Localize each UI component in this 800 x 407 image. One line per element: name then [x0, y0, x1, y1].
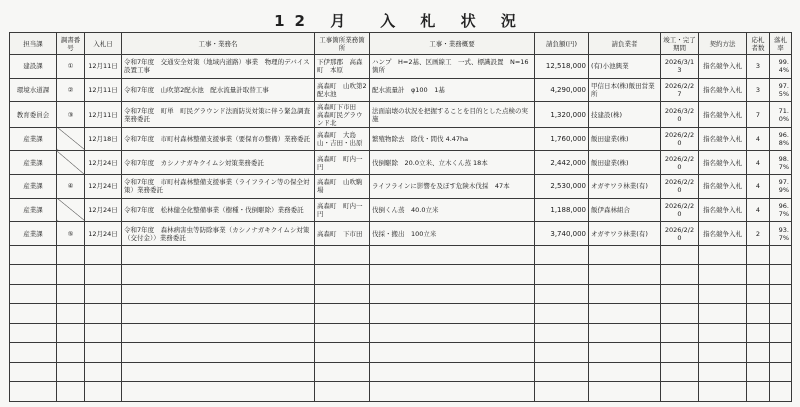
cell-contractor: オガサワラ林業(有): [589, 222, 661, 246]
cell-location: 高森町 山吹駒場: [315, 175, 370, 199]
cell-date: 12月24日: [85, 175, 122, 199]
cell-contractor: オガサワラ林業(有): [589, 175, 661, 199]
cell-summary: ライフラインに影響を及ぼす危険木伐採 47本: [370, 175, 535, 199]
cell-rate: 96.8%: [770, 127, 792, 151]
cell-amount: 1,760,000: [535, 127, 589, 151]
cell-contractor: 飯伊森林組合: [589, 198, 661, 222]
cell-amount: 3,740,000: [535, 222, 589, 246]
cell-bidders: 7: [747, 102, 770, 128]
cell-location: 高森町 下市田: [315, 222, 370, 246]
cell-summary: ハンプ H=2基、区画線工 一式、標識設置 N=16箇所: [370, 55, 535, 79]
table-row: [10, 198, 792, 222]
cell-contractor: 技建設(株): [589, 102, 661, 128]
cell-no: ④: [57, 175, 85, 199]
empty-row: [10, 245, 792, 265]
cell-no: ⑤: [57, 222, 85, 246]
cell-location: 下伊那郡 高森町 本原: [315, 55, 370, 79]
cell-method: 指名競争入札: [699, 175, 747, 199]
cell-method: 指名競争入札: [699, 127, 747, 151]
cell-period: 2026/2/20: [661, 127, 699, 151]
cell-summary: 伐倒くん蒸 40.0立米: [370, 198, 535, 222]
cell-date: 12月11日: [85, 55, 122, 79]
empty-row: [10, 323, 792, 343]
empty-row: [10, 343, 792, 363]
cell-period: 2026/2/20: [661, 151, 699, 175]
header-amount: 請負額(円): [535, 33, 589, 55]
cell-dept: 教育委員会: [10, 102, 57, 128]
cell-dept: 環境水道課: [10, 78, 57, 102]
cell-bidders: 3: [747, 78, 770, 102]
table-row: [10, 151, 792, 175]
cell-method: 指名競争入札: [699, 222, 747, 246]
empty-row: [10, 382, 792, 402]
cell-no: ①: [57, 55, 85, 79]
empty-row: [10, 362, 792, 382]
cell-method: 指名競争入札: [699, 198, 747, 222]
table-row: [10, 222, 792, 246]
cell-dept: 産業課: [10, 151, 57, 175]
table-row: [10, 127, 792, 151]
table-row: [10, 175, 792, 199]
cell-method: 指名競争入札: [699, 102, 747, 128]
cell-amount: 2,530,000: [535, 175, 589, 199]
cell-name: 令和7年度 山吹第2配水池 配水流量計取替工事: [122, 78, 315, 102]
cell-bidders: 4: [747, 198, 770, 222]
cell-amount: 12,518,000: [535, 55, 589, 79]
cell-dept: 産業課: [10, 222, 57, 246]
header-location: 工事箇所業務箇所: [315, 33, 370, 55]
cell-name: 令和7年度 市町村森林整備支援事業（ライフライン等の保全対策）業務委託: [122, 175, 315, 199]
cell-name: 令和7年度 カシノナガキクイムシ対策業務委託: [122, 151, 315, 175]
cell-no: [57, 127, 85, 151]
cell-name: 令和7年度 松林健全化整備事業（樹種・伐倒駆除）業務委託: [122, 198, 315, 222]
cell-amount: 1,320,000: [535, 102, 589, 128]
cell-name: 令和7年度 森林病害虫等防除事業（カシノナガキクイムシ対策（交付金））業務委託: [122, 222, 315, 246]
cell-period: 2026/2/20: [661, 222, 699, 246]
cell-location: 高森町 町内一円: [315, 151, 370, 175]
cell-bidders: 3: [747, 55, 770, 79]
table-row: [10, 102, 792, 128]
cell-contractor: (有)小池興業: [589, 55, 661, 79]
header-dept: 担当課: [10, 33, 57, 55]
cell-name: 令和7年度 市町村森林整備支援事業（要保育の整備）業務委託: [122, 127, 315, 151]
cell-rate: 97.5%: [770, 78, 792, 102]
cell-contractor: 甲信日本(株)飯田営業所: [589, 78, 661, 102]
bid-status-table: [9, 32, 792, 402]
cell-period: 2026/3/13: [661, 55, 699, 79]
empty-row: [10, 304, 792, 324]
cell-dept: 建設課: [10, 55, 57, 79]
cell-rate: 98.7%: [770, 151, 792, 175]
header-method: 契約方法: [699, 33, 747, 55]
empty-row: [10, 265, 792, 285]
cell-amount: 2,442,000: [535, 151, 589, 175]
cell-method: 指名競争入札: [699, 55, 747, 79]
cell-rate: 96.7%: [770, 198, 792, 222]
cell-period: 2026/2/20: [661, 198, 699, 222]
cell-name: 令和7年度 交通安全対策（地域内道路）事業 物理的デバイス設置工事: [122, 55, 315, 79]
cell-period: 2026/2/27: [661, 78, 699, 102]
header-row: [10, 33, 792, 55]
cell-method: 指名競争入札: [699, 78, 747, 102]
cell-date: 12月18日: [85, 127, 122, 151]
header-summary: 工事・業務概要: [370, 33, 535, 55]
cell-amount: 1,188,000: [535, 198, 589, 222]
cell-contractor: 飯田建業(株): [589, 127, 661, 151]
cell-rate: 93.7%: [770, 222, 792, 246]
cell-dept: 産業課: [10, 198, 57, 222]
cell-no: [57, 151, 85, 175]
cell-summary: 繁殖物除去 除伐・間伐 4.47ha: [370, 127, 535, 151]
cell-date: 12月24日: [85, 198, 122, 222]
cell-location: 高森町 山吹第2配水池: [315, 78, 370, 102]
cell-summary: 法面崩壊の状況を把握することを目的とした点検の実施: [370, 102, 535, 128]
cell-bidders: 4: [747, 127, 770, 151]
cell-no: ③: [57, 102, 85, 128]
cell-bidders: 4: [747, 151, 770, 175]
cell-dept: 産業課: [10, 127, 57, 151]
table-row: [10, 78, 792, 102]
cell-bidders: 2: [747, 222, 770, 246]
header-contractor: 請負業者: [589, 33, 661, 55]
cell-rate: 97.9%: [770, 175, 792, 199]
cell-date: 12月24日: [85, 151, 122, 175]
header-name: 工事・業務名: [122, 33, 315, 55]
cell-location: 高森町 大島山・吉田・出原: [315, 127, 370, 151]
cell-contractor: 飯田建業(株): [589, 151, 661, 175]
cell-name: 令和7年度 町単 町民グラウンド法面防災対策に伴う緊急調査業務委託: [122, 102, 315, 128]
cell-no: ②: [57, 78, 85, 102]
header-rate: 落札率: [770, 33, 792, 55]
cell-location: 高森町 町内一円: [315, 198, 370, 222]
cell-period: 2026/2/20: [661, 175, 699, 199]
cell-summary: 配水流量計 φ100 1基: [370, 78, 535, 102]
cell-no: [57, 198, 85, 222]
cell-location: 高森町下市田 高森町民グラウンド北: [315, 102, 370, 128]
cell-method: 指名競争入札: [699, 151, 747, 175]
header-period: 竣工・完了期間: [661, 33, 699, 55]
cell-bidders: 4: [747, 175, 770, 199]
cell-summary: 伐倒駆除 20.0立米、立木くん蒸 18本: [370, 151, 535, 175]
header-date: 入札日: [85, 33, 122, 55]
cell-rate: 71.0%: [770, 102, 792, 128]
cell-rate: 99.4%: [770, 55, 792, 79]
cell-date: 12月11日: [85, 102, 122, 128]
cell-dept: 産業課: [10, 175, 57, 199]
cell-date: 12月24日: [85, 222, 122, 246]
header-bidders: 応札者数: [747, 33, 770, 55]
cell-summary: 伐採・搬出 100立米: [370, 222, 535, 246]
page-title: 12 月 入 札 状 況: [274, 12, 526, 30]
header-no: 調書番号: [57, 33, 85, 55]
cell-amount: 4,290,000: [535, 78, 589, 102]
table-row: [10, 55, 792, 79]
cell-period: 2026/3/20: [661, 102, 699, 128]
empty-row: [10, 284, 792, 304]
cell-date: 12月11日: [85, 78, 122, 102]
